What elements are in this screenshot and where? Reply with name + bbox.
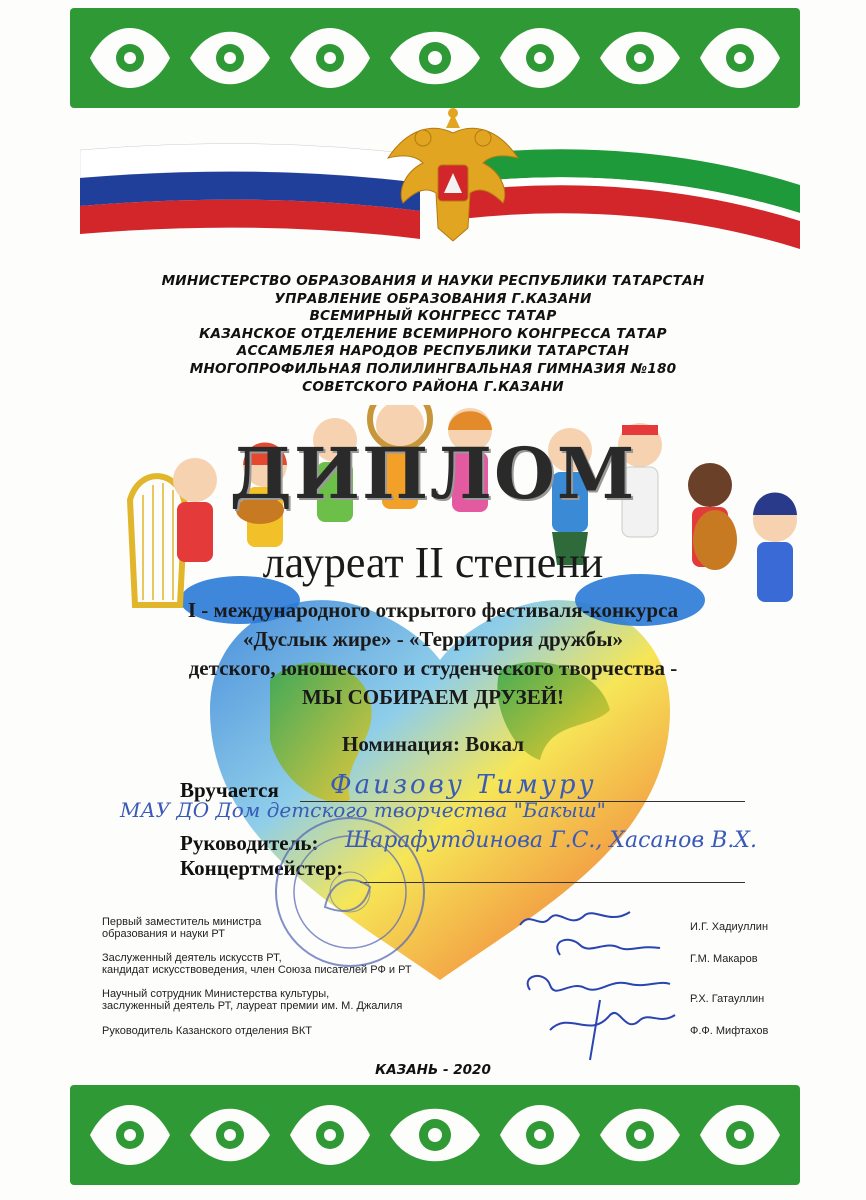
institution-value: МАУ ДО Дом детского творчества "Бакыш" — [120, 798, 606, 822]
signatory-role: Первый заместитель министра образования и науки РТ — [102, 916, 262, 940]
org-line: МИНИСТЕРСТВО ОБРАЗОВАНИЯ И НАУКИ РЕСПУБЛИКИ ТАТАРСТАН — [161, 273, 705, 289]
org-line: СОВЕТСКОГО РАЙОНА Г.КАЗАНИ — [302, 378, 564, 395]
signatory-role: Руководитель Казанского отделения ВКТ — [102, 1025, 313, 1037]
signatory-name: Г.М. Макаров — [690, 953, 758, 965]
signatory-name: Р.Х. Гатауллин — [690, 993, 765, 1005]
org-line: ВСЕМИРНЫЙ КОНГРЕСС ТАТАР — [309, 308, 557, 325]
leader-value: Шарафутдинова Г.С., Хасанов В.Х. — [345, 828, 757, 853]
signatory-name: Ф.Ф. Мифтахов — [690, 1025, 769, 1037]
org-line: КАЗАНСКОЕ ОТДЕЛЕНИЕ ВСЕМИРНОГО КОНГРЕССА ТАТАР — [199, 325, 667, 342]
festival-line: «Дуслык жире» - «Территория дружбы» — [243, 627, 623, 651]
nomination: Номинация: Вокал — [342, 732, 524, 756]
signatory-role: Заслуженный деятель искусств РТ, кандидат искусствоведения, член Союза писателей РФ и РТ — [102, 952, 412, 976]
laureate-degree: лауреат II степени — [262, 538, 604, 587]
festival-block — [0, 596, 866, 712]
awarded-value: Фаизову Тимуру — [330, 770, 597, 800]
city-year: КАЗАНЬ - 2020 — [375, 1062, 491, 1078]
accompanist-label: Концертмейстер: — [180, 856, 344, 880]
org-line: МНОГОПРОФИЛЬНАЯ ПОЛИЛИНГВАЛЬНАЯ ГИМНАЗИЯ №180 — [189, 360, 677, 377]
signatory-role: Научный сотрудник Министерства культуры, заслуженный деятель РТ, лауреат премии им. М. Джалиля — [102, 988, 403, 1012]
signature-icon — [510, 900, 680, 1065]
org-line: АССАМБЛЕЯ НАРОДОВ РЕСПУБЛИКИ ТАТАРСТАН — [236, 343, 630, 360]
signatory-name: И.Г. Хадиуллин — [690, 921, 769, 933]
ornament-bottom-icon — [70, 1085, 800, 1185]
stamp-icon — [270, 812, 430, 972]
organizations-block — [0, 273, 866, 396]
org-line: УПРАВЛЕНИЕ ОБРАЗОВАНИЯ Г.КАЗАНИ — [274, 290, 592, 307]
awarded-label: Вручается — [180, 778, 279, 802]
leader-label: Руководитель: — [180, 831, 319, 855]
festival-line: МЫ СОБИРАЕМ ДРУЗЕЙ! — [301, 685, 565, 709]
ornament-top-icon — [70, 8, 800, 108]
diploma-title: ДИПЛОМ — [229, 432, 637, 515]
festival-line: детского, юношеского и студенческого творчества - — [188, 656, 678, 680]
festival-line: I - международного открытого фестиваля-конкурса — [187, 598, 679, 622]
double-headed-eagle-icon — [378, 103, 528, 248]
